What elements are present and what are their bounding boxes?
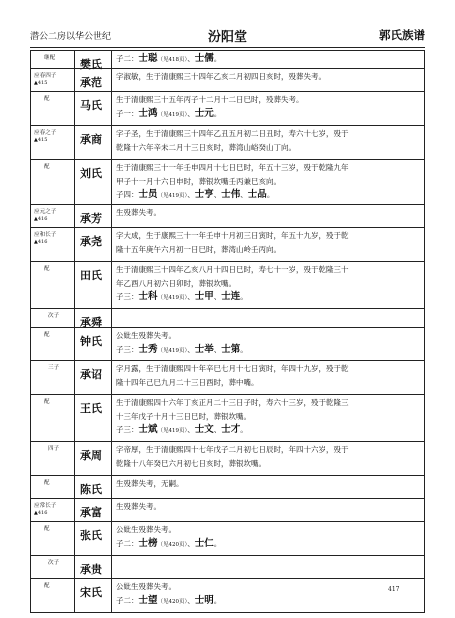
biography-cell — [112, 92, 424, 125]
page-ref-note: （见419页） — [157, 347, 188, 354]
biography-line — [116, 161, 421, 175]
biography-text: 年乙酉八月初六日卯时，葬银坎嘴。 — [116, 278, 236, 288]
relation-label: 配 — [44, 399, 50, 405]
table-row — [31, 227, 424, 261]
child-name: 士明 — [194, 594, 214, 606]
biography-text: 公妣生殁葬失考。 — [116, 525, 176, 534]
biography-text: 生于清康熙三十四年乙亥八月十四日巳时，寿七十一岁，殁于乾隆三十 — [116, 265, 349, 274]
relation-cell — [31, 309, 75, 327]
biography-text: 隆十四年己巳九月二十三日酉时，葬中嘴。 — [116, 377, 259, 387]
biography-text: 。 — [213, 108, 222, 118]
child-name: 士亨 — [194, 189, 214, 201]
biography-cell — [112, 126, 424, 159]
person-name: 承富 — [75, 499, 112, 521]
table-row — [31, 51, 424, 71]
relation-label: 应元之子 — [34, 209, 57, 215]
table-row — [31, 159, 424, 204]
biography-text: 、 — [213, 344, 222, 354]
page-reference: ▲416 — [34, 510, 48, 516]
biography-text: 生于清康熙三十五年丙子十二月十二日巳时，殁葬失考。 — [116, 95, 304, 104]
biography-line — [116, 329, 421, 343]
page-header — [30, 26, 425, 44]
relation-cell — [31, 205, 75, 227]
child-name: 士仁 — [194, 537, 214, 549]
person-name: 马氏 — [75, 92, 112, 125]
biography-text: 、 — [213, 425, 222, 435]
child-name: 士举 — [194, 343, 214, 355]
page-ref-note: （见419页） — [157, 295, 188, 302]
biography-text: 、 — [213, 292, 222, 302]
child-name: 士斌 — [138, 424, 158, 436]
child-name: 士鸿 — [138, 107, 158, 119]
relation-label: 配 — [44, 332, 50, 338]
biography-text: 。 — [213, 538, 222, 548]
biography-line — [116, 343, 421, 359]
header-right-title: 郭氏族谱 — [379, 28, 425, 42]
table-row — [31, 91, 424, 125]
biography-cell — [112, 361, 424, 394]
relation-label: 应常长子 — [34, 503, 57, 509]
child-name: 士文 — [194, 424, 214, 436]
child-name: 士科 — [138, 291, 158, 303]
biography-text: 字大成，生于康熙三十一年壬申十月初三日寅时，年五十九岁，殁于乾 — [116, 231, 349, 240]
relation-cell — [31, 126, 75, 159]
relation-cell — [31, 228, 75, 261]
relation-cell — [31, 556, 75, 578]
biography-text: 、 — [187, 595, 195, 605]
child-name: 士秀 — [138, 343, 158, 355]
relation-cell — [31, 328, 75, 360]
biography-cell — [112, 69, 424, 91]
relation-label: 次子 — [48, 313, 60, 319]
biography-line — [116, 396, 421, 410]
relation-cell — [31, 51, 75, 68]
page-ref-note: （见419页） — [157, 193, 188, 200]
biography-cell — [112, 51, 424, 68]
person-name: 樊氏 — [75, 51, 112, 68]
relation-label: 配 — [44, 480, 50, 486]
person-name: 田氏 — [75, 262, 112, 308]
child-name: 士第 — [221, 343, 241, 355]
table-row — [31, 578, 424, 612]
biography-cell — [112, 442, 424, 475]
table-row — [31, 394, 424, 441]
biography-line — [116, 175, 421, 189]
biography-text: 、 — [187, 425, 195, 435]
table-row — [31, 261, 424, 308]
person-name: 刘氏 — [75, 160, 112, 204]
person-name: 宋氏 — [75, 579, 112, 612]
child-name: 士元 — [194, 107, 214, 119]
biography-line — [116, 127, 421, 141]
biography-cell — [112, 205, 424, 227]
relation-cell — [31, 395, 75, 441]
biography-cell — [112, 160, 424, 204]
relation-label: 配 — [44, 266, 50, 272]
biography-text: 子一： — [116, 108, 139, 118]
biography-text: 、 — [187, 108, 195, 118]
biography-cell — [112, 476, 424, 498]
biography-cell — [112, 262, 424, 308]
biography-text: 子二： — [116, 538, 139, 548]
child-name: 士榜 — [138, 537, 158, 549]
person-name: 陈氏 — [75, 476, 112, 498]
table-row — [31, 521, 424, 555]
biography-line — [116, 263, 421, 277]
biography-text: 、 — [187, 54, 195, 63]
biography-text: 、 — [187, 344, 195, 354]
biography-line — [116, 229, 421, 243]
table-row — [31, 441, 424, 475]
biography-text: 、 — [213, 190, 222, 200]
biography-line — [116, 52, 421, 68]
biography-text: 公妣生殁葬失考。 — [116, 331, 176, 340]
biography-line — [116, 277, 421, 291]
page-ref-note: （见420页） — [157, 598, 188, 605]
biography-text: 生于清康熙四十六年丁亥正月二十三日子时，寿六十三岁，殁于乾隆三 — [116, 398, 349, 407]
biography-line — [116, 70, 421, 84]
biography-text: 子二： — [116, 54, 139, 63]
biography-text: 、 — [240, 190, 248, 200]
person-name: 承商 — [75, 126, 112, 159]
table-row — [31, 360, 424, 394]
relation-cell — [31, 69, 75, 91]
child-name: 士望 — [138, 594, 158, 606]
page-number: 417 — [388, 586, 400, 593]
relation-label: 继配 — [44, 55, 56, 61]
page-ref-note: （见419页） — [157, 111, 188, 118]
relation-cell — [31, 579, 75, 612]
biography-line — [116, 580, 421, 594]
person-name: 钟氏 — [75, 328, 112, 360]
relation-label: 三子 — [48, 365, 60, 371]
biography-line — [116, 523, 421, 537]
biography-cell — [112, 309, 424, 327]
table-row — [31, 204, 424, 227]
biography-line — [116, 594, 421, 610]
biography-cell — [112, 556, 424, 578]
biography-text: 甲子十一月十六日申时，葬银坎嘴壬丙兼巳亥向。 — [116, 176, 281, 186]
child-name: 士儒 — [194, 53, 214, 64]
relation-cell — [31, 160, 75, 204]
biography-line — [116, 477, 421, 491]
biography-text: 十三年戊子十月十三日巳时，葬银坎嘴。 — [116, 411, 251, 421]
biography-text: 子四： — [116, 190, 139, 200]
biography-text: 子三： — [116, 425, 139, 435]
relation-label: 应和长子 — [34, 232, 57, 238]
biography-text: 子三： — [116, 344, 139, 354]
biography-line — [116, 457, 421, 471]
relation-cell — [31, 262, 75, 308]
relation-label: 配 — [44, 96, 50, 102]
table-row — [31, 555, 424, 578]
person-name: 承舜 — [75, 309, 112, 327]
relation-label: 应春之子 — [34, 130, 57, 136]
biography-cell — [112, 228, 424, 261]
table-row — [31, 498, 424, 521]
biography-text: 生殁葬失考。 — [116, 208, 161, 217]
page-ref-note: （见419页） — [157, 428, 188, 435]
biography-text: 公妣生殁葬失考。 — [116, 582, 176, 591]
child-name: 士伟 — [221, 189, 241, 201]
biography-cell — [112, 579, 424, 612]
person-name: 承贵 — [75, 556, 112, 578]
relation-cell — [31, 476, 75, 498]
biography-text: 。 — [240, 425, 248, 435]
child-name: 士员 — [138, 189, 158, 201]
relation-label: 配 — [44, 164, 50, 170]
biography-text: 。 — [240, 292, 248, 302]
biography-text: 。 — [213, 595, 222, 605]
relation-label: 应春四子 — [34, 73, 57, 79]
person-name: 张氏 — [75, 522, 112, 555]
biography-cell — [112, 522, 424, 555]
biography-text: 乾隆十六年辛未二月十三日亥时，葬湾山峪癸山丁向。 — [116, 142, 296, 152]
relation-cell — [31, 361, 75, 394]
biography-text: 、 — [187, 292, 195, 302]
child-name: 士聪 — [138, 53, 158, 64]
biography-line — [116, 362, 421, 376]
biography-text: 。 — [213, 54, 222, 63]
biography-text: 生殁葬失考，无嗣。 — [116, 479, 184, 488]
table-row — [31, 327, 424, 360]
biography-text: 生于清康熙三十一年壬申四月十七日巳时，年五十三岁，殁于乾隆九年 — [116, 163, 349, 172]
table-row — [31, 308, 424, 327]
biography-text: 、 — [187, 190, 195, 200]
biography-line — [116, 206, 421, 220]
table-row — [31, 68, 424, 91]
relation-cell — [31, 92, 75, 125]
genealogy-table — [30, 50, 425, 613]
biography-text: 字月露，生于清康熙四十年辛巳七月十七日寅时，年四十九岁，殁于乾 — [116, 364, 349, 373]
header-center-title: 汾阳堂 — [207, 30, 247, 45]
child-name: 士品 — [247, 189, 267, 201]
biography-line — [116, 188, 421, 204]
person-name: 王氏 — [75, 395, 112, 441]
person-name: 承周 — [75, 442, 112, 475]
biography-text: 字子圣，生于清康熙三十四年乙丑五月初二日丑时，寿六十七岁，殁于 — [116, 129, 349, 138]
person-name: 承尧 — [75, 228, 112, 261]
biography-line — [116, 93, 421, 107]
biography-line — [116, 243, 421, 257]
biography-line — [116, 500, 421, 514]
biography-cell — [112, 499, 424, 521]
biography-line — [116, 537, 421, 553]
child-name: 士才 — [221, 424, 241, 436]
relation-label: 四子 — [48, 446, 60, 452]
biography-text: 字帝厚，生于清康熙四十七年戊子二月初七日辰时，年四十六岁，殁于 — [116, 445, 349, 454]
page-reference: ▲416 — [34, 216, 48, 222]
header-left-text: 潜公二房以华公世纪 — [30, 32, 112, 42]
header-rule — [30, 47, 425, 48]
biography-line — [116, 423, 421, 439]
biography-text: 、 — [187, 538, 195, 548]
page-reference: ▲415 — [34, 80, 48, 86]
biography-text: 字淑敏，生于清康熙三十四年乙亥二月初四日亥时，殁葬失考。 — [116, 72, 326, 81]
biography-text: 子二： — [116, 595, 139, 605]
person-name: 承诏 — [75, 361, 112, 394]
page-reference: ▲415 — [34, 137, 48, 143]
page-ref-note: （见420页） — [157, 541, 188, 548]
relation-label: 配 — [44, 583, 50, 589]
page-reference: ▲416 — [34, 239, 48, 245]
biography-line — [116, 443, 421, 457]
relation-cell — [31, 522, 75, 555]
biography-line — [116, 376, 421, 390]
biography-text: 子三： — [116, 292, 139, 302]
biography-line — [116, 107, 421, 123]
child-name: 士连 — [221, 291, 241, 303]
table-row — [31, 475, 424, 498]
biography-text: 。 — [266, 190, 275, 200]
biography-line — [116, 290, 421, 306]
biography-text: 生殁葬失考。 — [116, 502, 161, 511]
page-ref-note: （见418页） — [157, 57, 188, 63]
biography-line — [116, 141, 421, 155]
biography-text: 隆十五年庚午六月初一日巳时，葬湾山岭壬丙向。 — [116, 244, 281, 254]
relation-label: 配 — [44, 526, 50, 532]
person-name: 承芳 — [75, 205, 112, 227]
biography-text: 。 — [240, 344, 248, 354]
relation-cell — [31, 499, 75, 521]
biography-text: 乾隆十八年癸巳六月初七日亥时，葬银坎嘴。 — [116, 458, 266, 468]
relation-cell — [31, 442, 75, 475]
person-name: 承范 — [75, 69, 112, 91]
table-row — [31, 125, 424, 159]
biography-cell — [112, 328, 424, 360]
child-name: 士甲 — [194, 291, 214, 303]
biography-cell — [112, 395, 424, 441]
biography-line — [116, 410, 421, 424]
relation-label: 次子 — [48, 560, 60, 566]
